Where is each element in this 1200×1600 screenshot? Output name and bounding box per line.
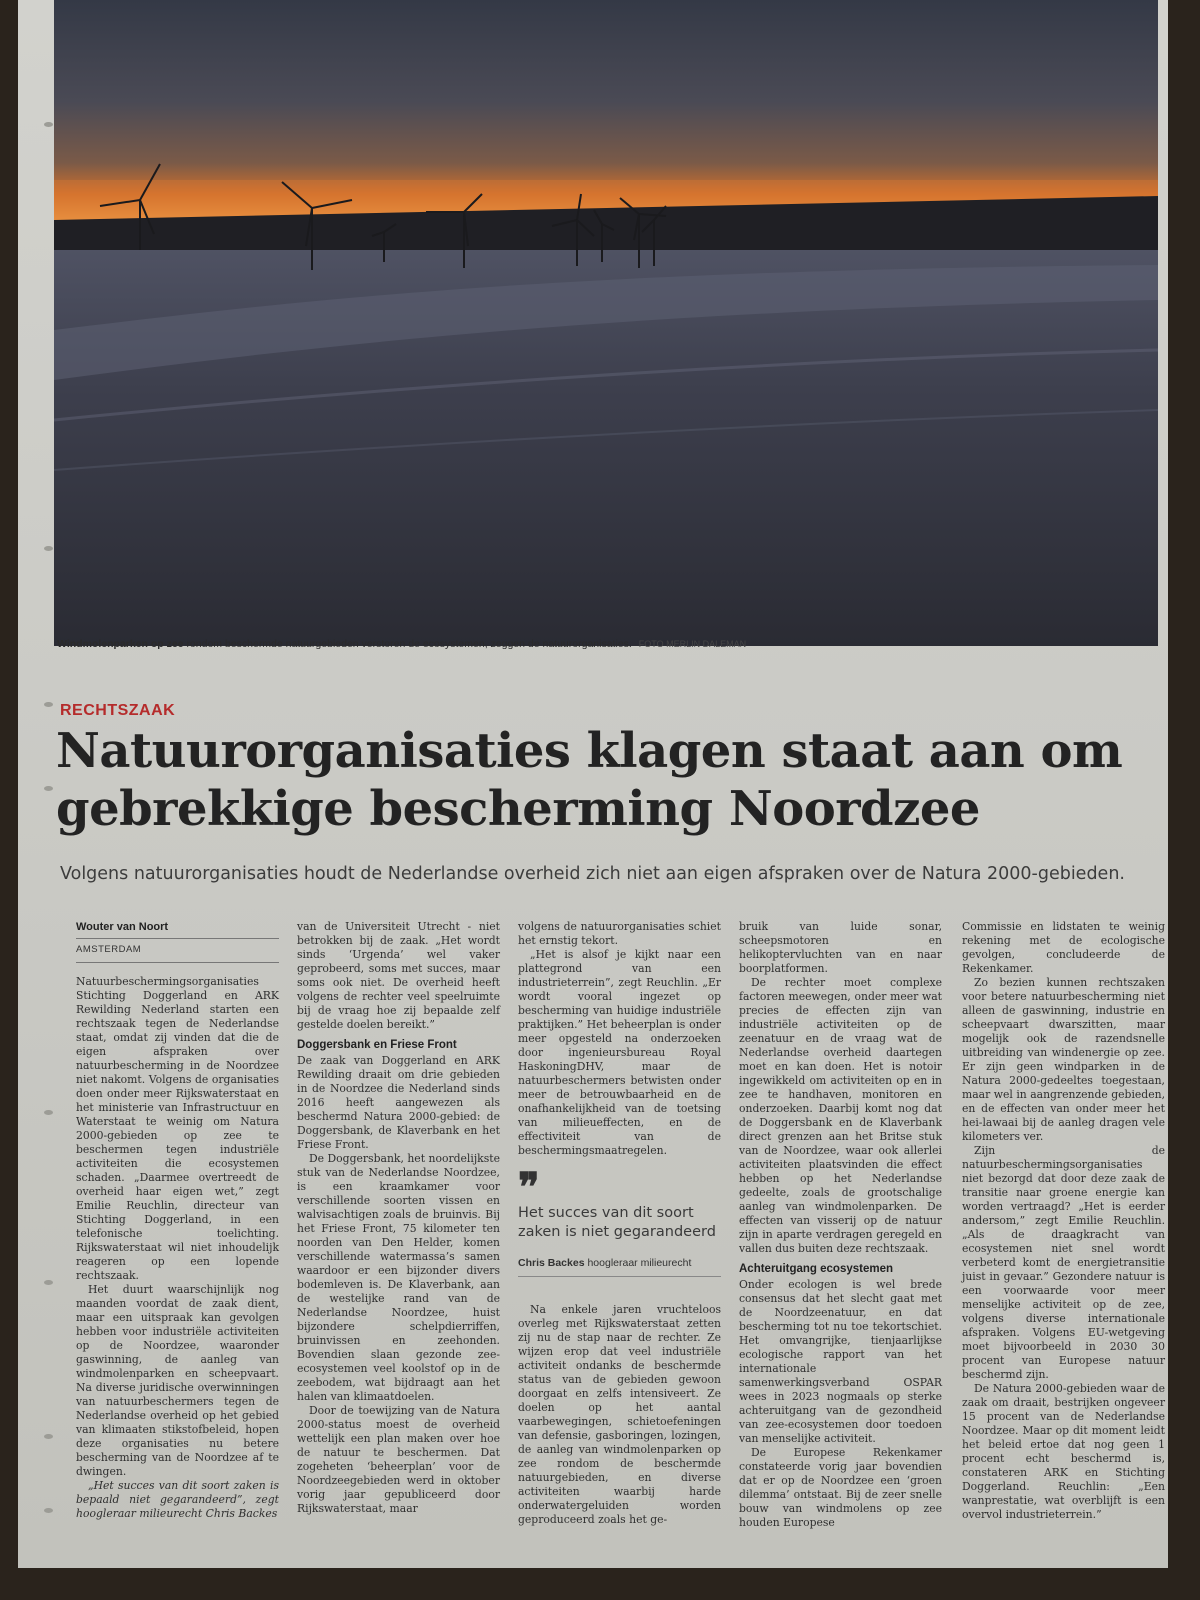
- body-paragraph: Zo bezien kunnen rechtszaken voor betere natuurbescherming niet alleen de gaswinning, industrie en scheepvaart dwarszitten, maar mogelijk ook de razendsnelle uitbreiding van windenergie op zee. Er zijn geen windparken in de Natura 2000-gedeeltes toegestaan, maar wel in aangrenzende gebieden, en de effecten van onder meer het hei-lawaai bij de aanleg dragen vele kilometers ver.: [962, 976, 1165, 1143]
- body-paragraph: De zaak van Doggerland en ARK Rewilding draait om drie gebieden in de Noordzee die Nederland sinds 2016 heeft aangewezen als beschermd Natura 2000-gebied: de Doggersbank, de Klaverbank en het Friese Front.: [297, 1054, 500, 1151]
- body-paragraph: De rechter moet complexe factoren meewegen, onder meer wat precies de effecten zijn van industriële activiteiten op de zeenatuur en de vraag wat de Nederlandse overheid daartegen moet en kan doen. Het is notoir ingewikkeld om activiteiten op en in zee te handhaven, monitoren en onderzoeken. Daarbij komt nog dat de Doggersbank en de Klaverbank direct grenzen aan het Britse stuk van de Noordzee, waar ook allerlei activiteiten plaatsvinden die effect hebben op het Nederlandse gedeelte, zoals de grootschalige aanleg van windmolenparken. De effecten van visserij op de natuur zijn in aparte verdragen geregeld en vallen dus buiten deze rechtszaak.: [739, 976, 942, 1255]
- body-paragraph: volgens de natuurorganisaties schiet het ernstig tekort.: [518, 920, 721, 947]
- body-paragraph: De Doggersbank, het noordelijkste stuk van de Nederlandse Noordzee, is een kraamkamer voor verschillende soorten vissen en walvisachtigen zoals de bruinvis. Bij het Friese Front, 75 kilometer ten noorden van Den Helder, komen verschillende watermassa’s samen waardoor er een bijzonder divers bodemleven is. De Klaverbank, aan de westelijke rand van de Nederlandse Noordzee, huist bijzondere schelpdierriffen, bruinvissen en zeehonden. Bovendien slaan gezonde zee-ecosystemen veel koolstof op in de zeebodem, wat bijdraagt aan het halen van klimaatdoelen.: [297, 1152, 500, 1403]
- body-paragraph: van de Universiteit Utrecht - niet betrokken bij de zaak. „Het wordt sinds ‘Urgenda’ wel vaker geprobeerd, soms met succes, maar soms ook niet. De overheid heeft volgens de rechter veel speelruimte bij de vraag hoe zij bepaalde zelf gestelde doelen bereikt.”: [297, 920, 500, 1031]
- body-paragraph: Zijn de natuurbeschermingsorganisaties niet bezorgd dat door deze zaak de transitie naar groene energie kan worden vertraagd? „Het is eerder andersom,” zegt Emilie Reuchlin. „Als de draagkracht van ecosystemen niet snel wordt verbeterd komt de energietransitie juist in gevaar.” Gezondere natuur is een voorwaarde voor meer menselijke activiteit op de zee, volgens diverse internationale afspraken. Volgens EU-wetgeving moet bijvoorbeeld in 2030 30 procent van Europese natuur beschermd zijn.: [962, 1144, 1165, 1381]
- body-paragraph: Na enkele jaren vruchteloos overleg met Rijkswaterstaat zetten zij nu de stap naar de rechter. Ze wijzen erop dat veel industriële activiteit ondanks de beschermde status van de gebieden gewoon doorgaat en zelfs intensiveert. Ze doelen op het aantal vaarbewegingen, schietoefeningen van defensie, gasboringen, lozingen, de aanleg van windmolenparken op zee rondom de beschermde natuurgebieden, en diverse activiteiten waarbij harde onderwatergeluiden worden geproduceerd zoals het ge-: [518, 1303, 721, 1526]
- article-column-1: [76, 920, 279, 1521]
- intro-text: Volgens natuurorganisaties houdt de Nederlandse overheid zich niet aan eigen afspraken over de Natura 2000-gebieden.: [60, 864, 1125, 884]
- article-column-5: [962, 920, 1165, 1522]
- subheading: Achteruitgang ecosystemen: [739, 1263, 894, 1275]
- dateline: AMSTERDAM: [76, 939, 279, 963]
- article-column-4: [739, 920, 942, 1530]
- photo-credit: FOTO MERLIN DALEMAN: [638, 639, 747, 649]
- pull-quote: Het succes van dit soort zaken is niet gegarandeerd: [518, 1205, 716, 1240]
- body-paragraph: De Europese Rekenkamer constateerde vorig jaar bovendien dat er op de Noordzee een ‘groen dilemma’ ontstaat. Bij de zeer snelle bouw van windmolens op zee houden Europese: [739, 1446, 942, 1529]
- photo-caption: [57, 638, 1057, 650]
- subheading: Doggersbank en Friese Front: [297, 1039, 457, 1051]
- caption-text: rondom beschermde natuurgebieden verstoren de ecosystemen, zeggen de natuurorganisaties.: [186, 638, 632, 650]
- author-byline: Wouter van Noort: [76, 920, 279, 939]
- body-paragraph: „Het is alsof je kijkt naar een plattegrond van een industrieterrein”, zegt Reuchlin. „Er wordt vooral ingezet op bescherming van huidige industriële praktijken.” Het beheerplan is onder meer opgesteld na onderzoeken door ingenieursbureau Royal HaskoningDHV, maar de natuurbeschermers betwisten onder meer de betrouwbaarheid en de onafhankelijkheid van de toetsing van milieueffecten, en de effectiviteit van de beschermingsmaatregelen.: [518, 948, 721, 1157]
- body-paragraph: De Natura 2000-gebieden waar de zaak om draait, bestrijken ongeveer 15 procent van de Nederlandse Noordzee. Maar op dit moment leidt het beleid ertoe dat nog geen 1 procent echt beschermd is, constateren ARK en Stichting Doggerland. Reuchlin: „Een wanprestatie, wat overblijft is een overvol industrieterrein.”: [962, 1382, 1165, 1521]
- body-paragraph: Door de toewijzing van de Natura 2000-status moest de overheid wettelijk een plan maken over hoe de natuur te beschermen. Dat zogeheten ‘beheerplan’ voor de Noordzeegebieden werd in oktober vorig jaar gepubliceerd door Rijkswaterstaat, maar: [297, 1404, 500, 1515]
- body-paragraph: bruik van luide sonar, scheepsmotoren en helikoptervluchten van en naar boorplatformen.: [739, 920, 942, 975]
- body-paragraph: Onder ecologen is wel brede consensus dat het slecht gaat met de Noordzeenatuur, en dat bescherming tot nu toe tekortschiet. Het omvangrijke, tienjaarlijkse ecologische rapport van het internationale samenwerkingsverband OSPAR wees in 2023 nogmaals op sterke achteruitgang van de gezondheid van zee-ecosystemen door toedoen van menselijke activiteit.: [739, 1278, 942, 1445]
- article-column-3: [518, 920, 721, 1527]
- quote-mark-icon: ❞: [518, 1164, 540, 1211]
- body-paragraph: Het duurt waarschijnlijk nog maanden voordat de zaak dient, maar een uitspraak kan gevolgen hebben voor industriële activiteiten op de Noordzee, waaronder gaswinning, de aanleg van windmolenparken en scheepvaart. Na diverse juridische overwinningen van natuurbeschermers tegen de Nederlandse overheid op het gebied van klimaaten stikstofbeleid, hopen deze organisaties nu betere bescherming van de Noordzee af te dwingen.: [76, 1283, 279, 1478]
- body-paragraph: Natuurbeschermingsorganisaties Stichting Doggerland en ARK Rewilding Nederland starten een rechtszaak tegen de Nederlandse staat, omdat zij vinden dat die de eigen afspraken over natuurbescherming in de Noordzee niet nakomt. Volgens de organisaties doen onder meer Rijkswaterstaat en het ministerie van Infrastructuur en Waterstaat te weinig om Natura 2000-gebieden op zee te beschermen tegen industriële activiteiten die ecosystemen schaden. „Daarmee overtreedt de overheid haar eigen wet,” zegt Emilie Reuchlin, directeur van Stichting Doggerland, in een telefonische toelichting. Rijkswaterstaat wil niet inhoudelijk reageren op een lopende rechtszaak.: [76, 975, 279, 1282]
- caption-bold: Windmolenparken op zee: [57, 638, 184, 650]
- section-kicker: RECHTSZAAK: [60, 702, 176, 719]
- article-column-2: [297, 920, 500, 1516]
- body-paragraph: „Het succes van dit soort zaken is bepaald niet gegarandeerd”, zegt hoogleraar milieurecht Chris Backes: [76, 1479, 279, 1520]
- headline: Natuurorganisaties klagen staat aan om gebrekkige bescherming Noordzee: [56, 723, 1123, 837]
- windfarm-sunset-image: [54, 0, 1158, 646]
- pull-quote-author: Chris Backes: [518, 1257, 585, 1269]
- pull-quote-role: hoogleraar milieurecht: [587, 1257, 692, 1269]
- body-paragraph: Commissie en lidstaten te weinig rekening met de ecologische gevolgen, concludeerde de Rekenkamer.: [962, 920, 1165, 975]
- pull-quote-attribution: [518, 1256, 721, 1277]
- windfarm-photo: [54, 0, 1158, 646]
